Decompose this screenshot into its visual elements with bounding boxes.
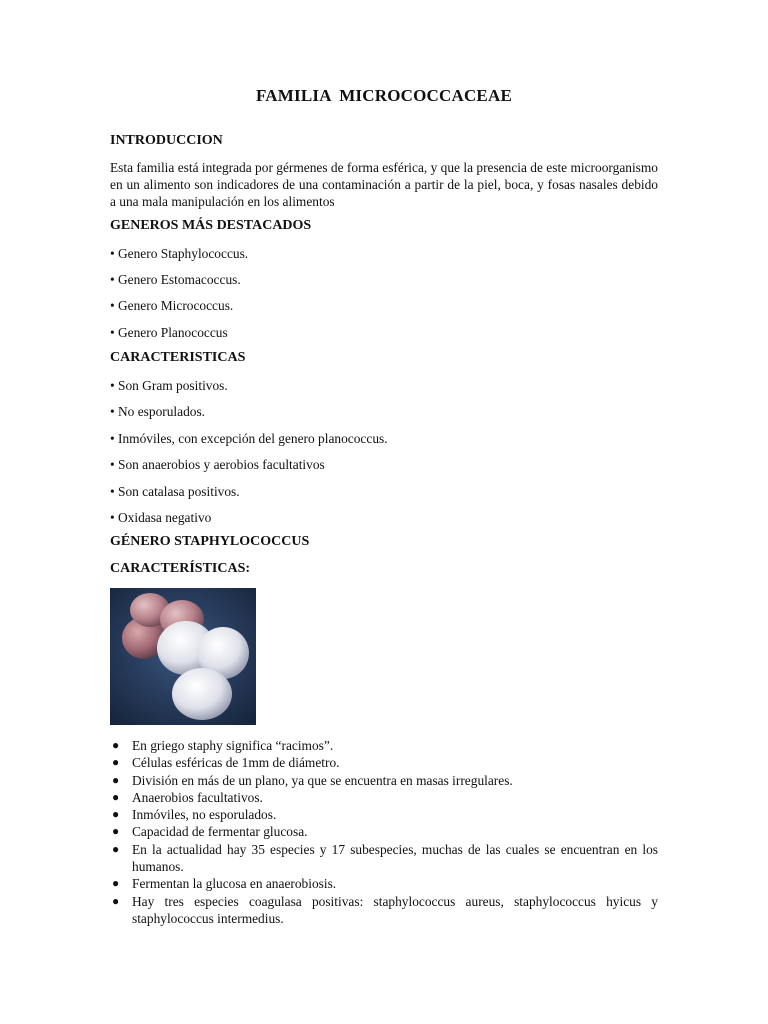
bullet-dot: •	[110, 431, 115, 446]
caracteristicas-item-text: Inmóviles, con excepción del genero planococcus.	[118, 431, 388, 446]
caracteristicas-item-text: Son catalasa positivos.	[118, 484, 240, 499]
intro-heading: INTRODUCCION	[110, 133, 223, 148]
bullet-dot: ●	[112, 893, 120, 908]
generos-item	[110, 271, 241, 288]
list-item	[110, 754, 658, 771]
staphylococcus-subheading: CARACTERÍSTICAS:	[110, 561, 251, 576]
intro-paragraph: Esta familia está integrada por gérmenes de forma esférica, y que la presencia de este microorganismo en un alimento son indicadores de una contaminación a partir de la piel, boca, y fosas nasales debido a una mala manipulación en los alimentos	[110, 160, 658, 209]
bullet-dot: ●	[112, 789, 120, 804]
list-item	[110, 789, 658, 806]
bullet-dot: •	[110, 246, 115, 261]
generos-item-text: Genero Estomacoccus.	[118, 272, 241, 287]
bullet-dot: •	[110, 484, 115, 499]
caracteristicas-item	[110, 430, 388, 447]
list-item-text: Células esféricas de 1mm de diámetro.	[132, 755, 340, 771]
caracteristicas-item	[110, 509, 211, 526]
generos-item	[110, 324, 228, 341]
bullet-dot: ●	[112, 738, 120, 752]
generos-item-text: Genero Planococcus	[118, 325, 228, 340]
staphylococcus-heading: GÉNERO STAPHYLOCOCCUS	[110, 534, 310, 549]
generos-item-text: Genero Micrococcus.	[118, 298, 234, 313]
document-title: FAMILIA MICROCOCCACEAE	[255, 86, 512, 105]
bullet-dot: ●	[112, 772, 120, 787]
generos-item-text: Genero Staphylococcus.	[118, 246, 249, 261]
list-item	[110, 806, 658, 823]
caracteristicas-item	[110, 377, 228, 394]
bullet-dot: ●	[112, 755, 120, 770]
list-item	[110, 772, 658, 789]
caracteristicas-item	[110, 456, 325, 473]
generos-item	[110, 297, 233, 314]
bullet-dot: ●	[112, 841, 120, 856]
list-item-text: Capacidad de fermentar glucosa.	[132, 824, 308, 840]
caracteristicas-item-text: Son anaerobios y aerobios facultativos	[118, 457, 325, 472]
generos-item	[110, 245, 248, 262]
caracteristicas-item	[110, 483, 240, 500]
bullet-dot: •	[110, 378, 115, 393]
list-item-text: Inmóviles, no esporulados.	[132, 807, 277, 823]
caracteristicas-item-text: Son Gram positivos.	[118, 378, 228, 393]
list-item	[110, 893, 658, 928]
list-item-text: Fermentan la glucosa en anaerobiosis.	[132, 876, 337, 892]
bullet-dot: •	[110, 457, 115, 472]
caracteristicas-item-text: No esporulados.	[118, 404, 206, 419]
list-item-text: Hay tres especies coagulasa positivas: staphylococcus aureus, staphylococcus hyicus y staphylococcus intermedius.	[132, 893, 658, 926]
list-item-text: En la actualidad hay 35 especies y 17 subespecies, muchas de las cuales se encuentran en los humanos.	[132, 841, 658, 875]
list-item	[110, 841, 658, 876]
coccus-cell	[172, 668, 232, 720]
list-item	[110, 737, 658, 754]
bullet-dot: •	[110, 272, 115, 287]
bullet-dot: •	[110, 510, 115, 525]
bullet-dot: •	[110, 298, 115, 313]
micrograph-image	[110, 588, 256, 725]
bullet-dot: •	[110, 325, 115, 340]
bullet-dot: •	[110, 404, 115, 419]
staphylococcus-list	[110, 737, 658, 927]
bullet-dot: ●	[112, 807, 120, 822]
bullet-dot: ●	[112, 824, 120, 839]
bullet-dot: ●	[112, 876, 120, 891]
document-page	[110, 0, 658, 1024]
list-item-text: En griego staphy significa “racimos”.	[132, 738, 334, 753]
list-item-text: Anaerobios facultativos.	[132, 789, 263, 805]
list-item-text: División en más de un plano, ya que se encuentra en masas irregulares.	[132, 772, 513, 788]
caracteristicas-item-text: Oxidasa negativo	[118, 510, 212, 525]
list-item	[110, 875, 658, 892]
generos-heading: GENEROS MÁS DESTACADOS	[110, 218, 312, 233]
caracteristicas-heading: CARACTERISTICAS	[110, 350, 246, 365]
list-item	[110, 823, 658, 840]
caracteristicas-item	[110, 403, 205, 420]
